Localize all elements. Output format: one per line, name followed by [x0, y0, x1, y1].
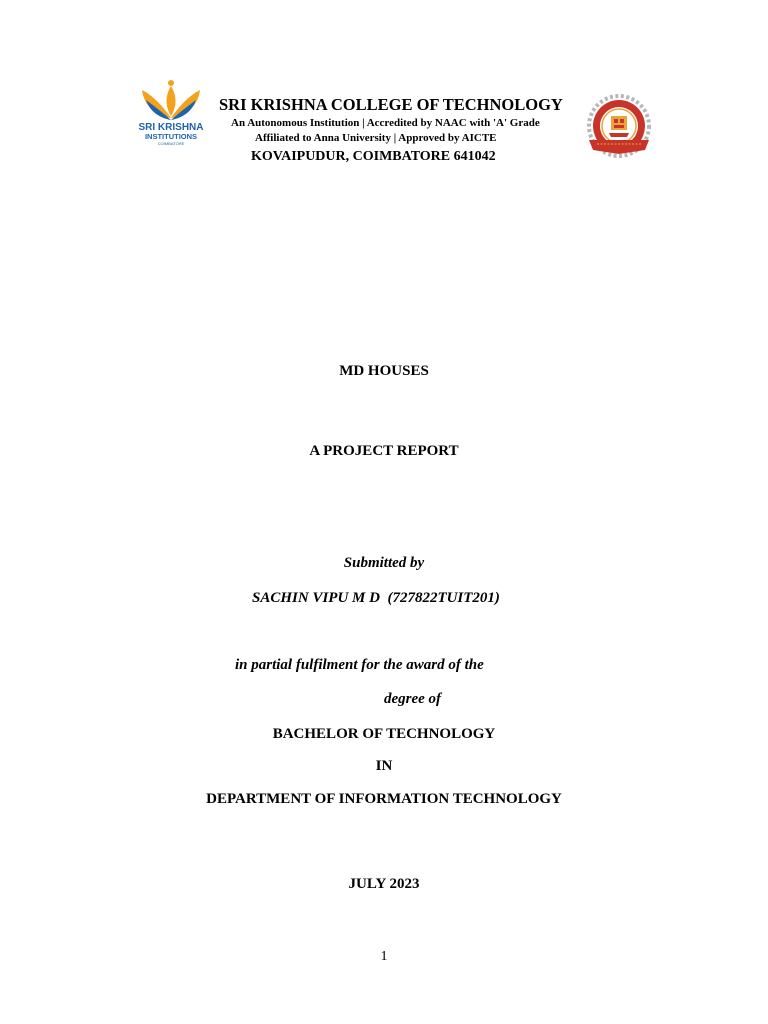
degree-of-line: degree of: [384, 691, 442, 707]
degree-name: BACHELOR OF TECHNOLOGY: [272, 726, 496, 742]
sri-krishna-institutions-logo: [134, 78, 208, 148]
college-seal-logo: [583, 92, 655, 164]
accreditation-line: An Autonomous Institution | Accredited by NAAC with 'A' Grade: [231, 117, 540, 129]
report-date: JULY 2023: [348, 876, 420, 892]
student-name: SACHIN VIPU M D (727822TUIT201): [252, 590, 500, 606]
project-title: MD HOUSES: [339, 363, 429, 379]
logo-text-line2: INSTITUTIONS: [144, 132, 198, 141]
college-address: KOVAIPUDUR, COIMBATORE 641042: [251, 149, 496, 164]
lotus-emblem: [142, 80, 200, 120]
seal-emblem: [609, 116, 629, 137]
page-number: 1: [380, 949, 388, 964]
in-label: IN: [375, 758, 393, 774]
affiliation-line: Affiliated to Anna University | Approved by AICTE: [255, 132, 497, 144]
submitted-by-label: Submitted by: [343, 555, 425, 571]
partial-fulfilment-line: in partial fulfilment for the award of the: [235, 657, 484, 673]
seal-ribbon: [589, 140, 649, 154]
report-type: A PROJECT REPORT: [309, 443, 459, 459]
logo-text-line1: SRI KRISHNA: [138, 122, 204, 133]
department-name: DEPARTMENT OF INFORMATION TECHNOLOGY: [206, 791, 562, 807]
college-name: SRI KRISHNA COLLEGE OF TECHNOLOGY: [219, 95, 563, 114]
logo-text-line3: COIMBATORE: [157, 141, 185, 146]
